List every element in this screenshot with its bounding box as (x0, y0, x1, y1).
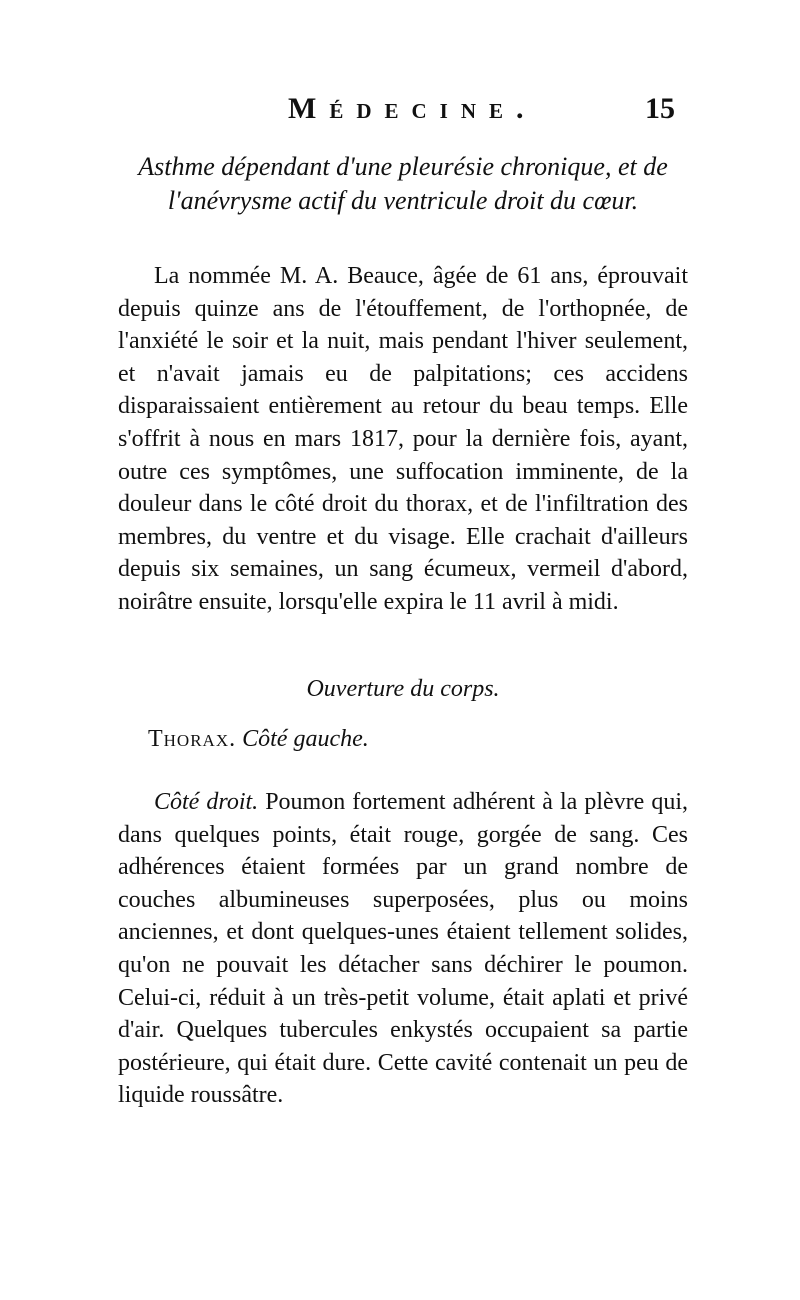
section-heading: Ouverture du corps. (306, 676, 500, 702)
page-number: 15 (645, 92, 675, 125)
thorax-line (148, 726, 369, 753)
cote-gauche-label: Côté gauche. (242, 726, 369, 752)
autopsy-paragraph (118, 786, 688, 1112)
thorax-label: Thorax. (148, 726, 237, 752)
autopsy-text: Poumon fortement adhérent à la plèvre qui, dans quelques points, était rouge, gorgée de sang. Ces adhérences étaient formées par un grand nombre de couches albumineuses superposées, plus ou moins anciennes, et dont quelques-unes étaient tellement solides, qu'on ne pouvait les détacher sans déchirer le poumon. Celui-ci, réduit à un très-petit volume, était aplati et privé d'air. Quelques tubercules enkystés occupaient sa partie postérieure, qui était dure. Cette cavité contenait un peu de liquide roussâtre. (118, 789, 688, 1109)
running-head: Médecine. (288, 92, 537, 125)
case-paragraph: La nommée M. A. Beauce, âgée de 61 ans, éprouvait depuis quinze ans de l'étouffement, de l'orthopnée, de l'anxiété le soir et la nuit, mais pendant l'hiver seulement, et n'avait jamais eu de palpitations; ces accidens disparaissaient entièrement au retour du beau temps. Elle s'offrit à nous en mars 1817, pour la dernière fois, ayant, outre ces symptômes, une suffocation imminente, de la douleur dans le côté droit du thorax, et de l'infiltration des membres, du ventre et du visage. Elle crachait d'ailleurs depuis six semaines, un sang écumeux, vermeil d'abord, noirâtre ensuite, lorsqu'elle expira le 11 avril à midi. (118, 263, 688, 615)
cote-droit-label: Côté droit. (154, 789, 259, 815)
article-title: Asthme dépendant d'une pleurésie chronique, et de l'anévrysme actif du ventricule droit du cœur. (138, 152, 668, 215)
